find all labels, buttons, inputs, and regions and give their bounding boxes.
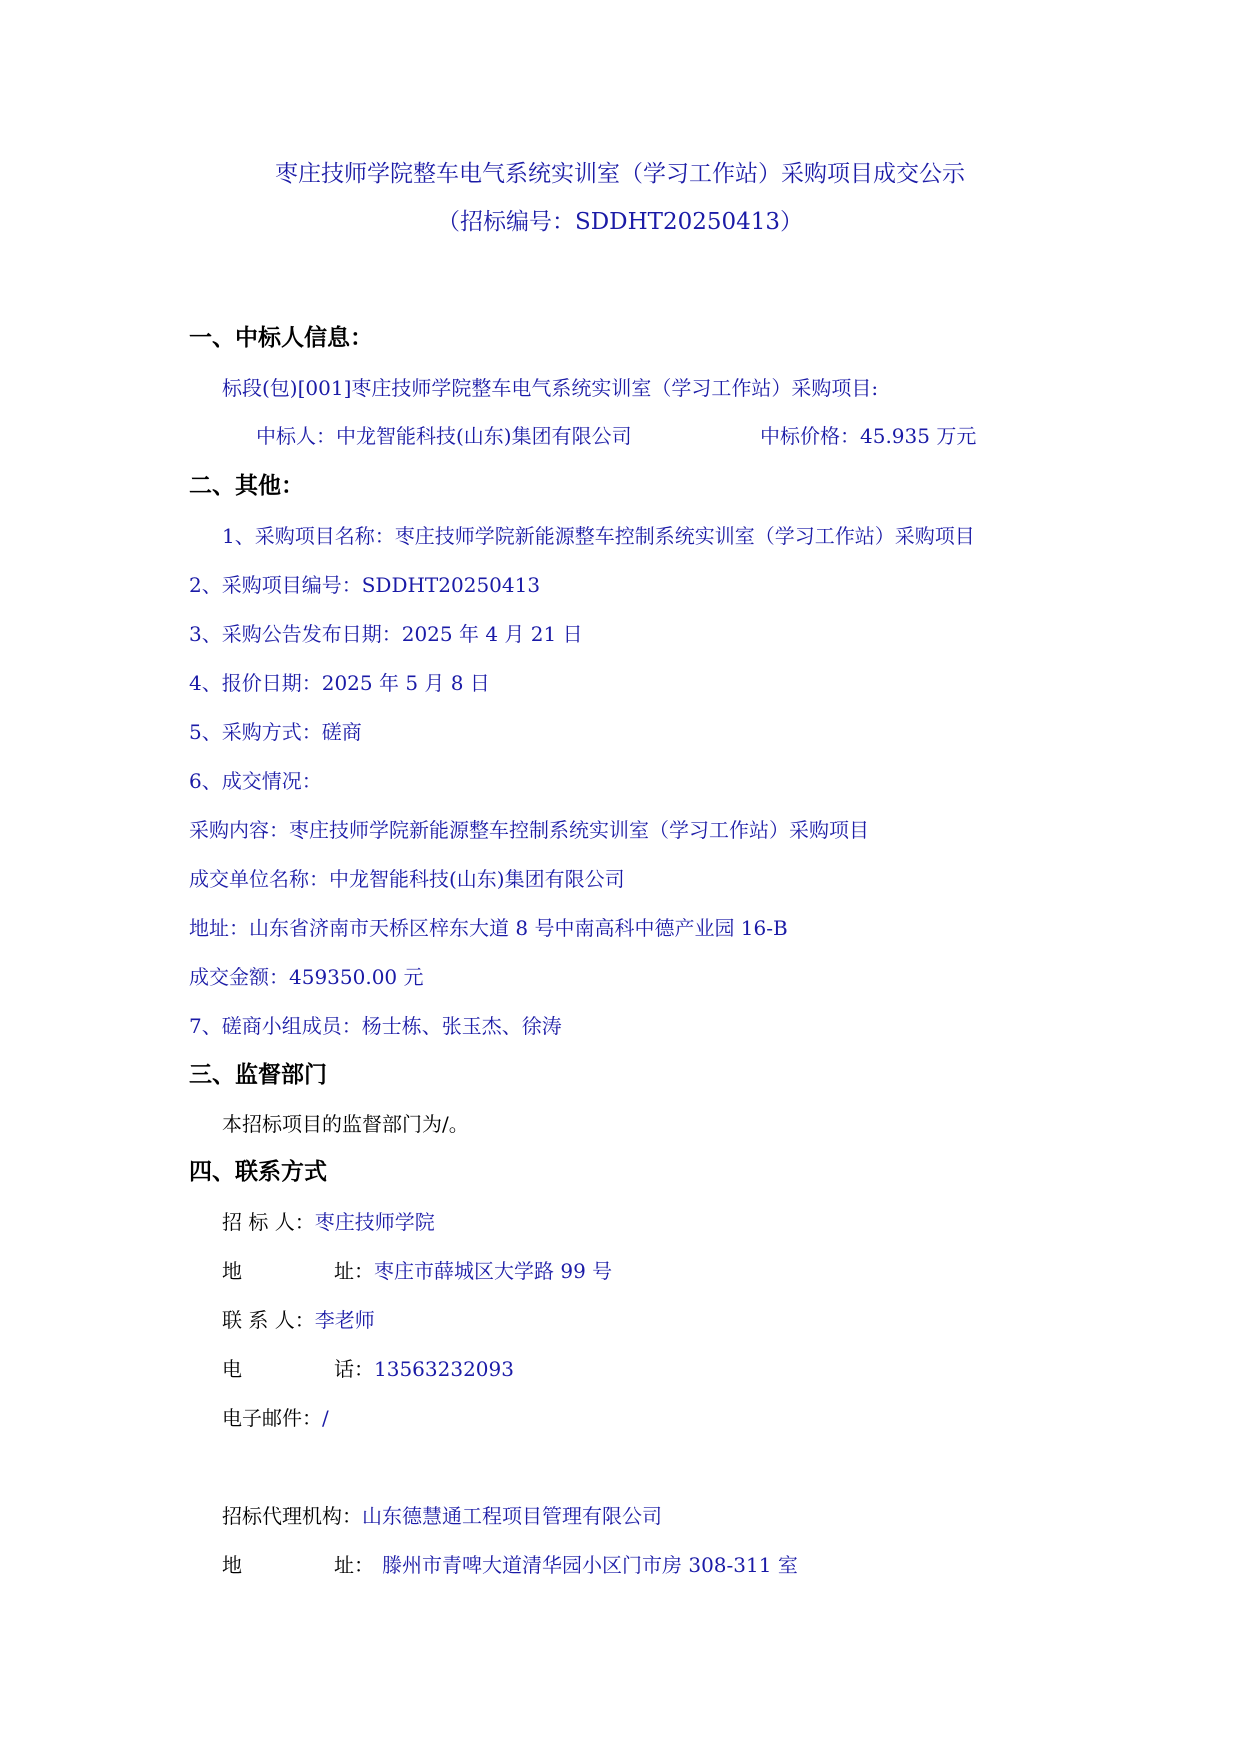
agency-address-label-left: 地 [222,1553,242,1577]
section1-heading: 一、中标人信息： [189,325,373,351]
address-label-left: 地 [222,1259,242,1283]
document-subtitle: （招标编号：SDDHT20250413） [436,209,804,235]
deal-address: 地址：山东省济南市天桥区梓东大道 8 号中南高科中德产业园 16-B [189,916,788,940]
phone-label-right: 话： [334,1357,374,1381]
price-value: 45.935 万元 [860,424,977,448]
email-label: 电子邮件： [222,1406,322,1430]
other-item-1: 1、采购项目名称：枣庄技师学院新能源整车控制系统实训室（学习工作站）采购项目 [222,524,975,548]
supervision-text: 本招标项目的监督部门为/。 [222,1112,469,1136]
email-value: / [322,1406,329,1430]
tenderer-line [222,1208,435,1236]
winner-label: 中标人： [256,424,336,448]
panel-members: 7、磋商小组成员：杨士栋、张玉杰、徐涛 [189,1014,562,1038]
phone-value: 13563232093 [374,1357,514,1381]
tenderer-address-value: 枣庄市薛城区大学路 99 号 [374,1259,613,1283]
document-title: 枣庄技师学院整车电气系统实训室（学习工作站）采购项目成交公示 [275,161,965,187]
agency-address-line [222,1551,798,1579]
other-item-2: 2、采购项目编号：SDDHT20250413 [189,573,541,597]
deal-amount: 成交金额：459350.00 元 [189,965,424,989]
deal-company: 成交单位名称：中龙智能科技(山东)集团有限公司 [189,867,625,891]
other-item-6: 6、成交情况： [189,769,322,793]
other-item-4: 4、报价日期：2025 年 5 月 8 日 [189,671,490,695]
lot-description: 标段(包)[001]枣庄技师学院整车电气系统实训室（学习工作站）采购项目: [222,376,879,400]
agency-line [222,1502,662,1530]
email-line [222,1404,329,1432]
agency-address-label-right: 址： [334,1553,374,1577]
winner-line [256,422,632,450]
contact-label: 联 系 人： [222,1308,315,1332]
agency-address-value: 滕州市青啤大道清华园小区门市房 308-311 室 [382,1553,798,1577]
tenderer-label: 招 标 人： [222,1210,315,1234]
agency-value: 山东德慧通工程项目管理有限公司 [362,1504,662,1528]
address-label-right: 址： [334,1259,374,1283]
winner-value: 中龙智能科技(山东)集团有限公司 [336,424,632,448]
purchase-content: 采购内容：枣庄技师学院新能源整车控制系统实训室（学习工作站）采购项目 [189,818,869,842]
phone-line [222,1355,514,1383]
section4-heading: 四、联系方式 [189,1159,327,1185]
contact-line [222,1306,375,1334]
agency-label: 招标代理机构： [222,1504,362,1528]
section2-heading: 二、其他： [189,473,304,499]
tenderer-value: 枣庄技师学院 [314,1210,435,1234]
price-label: 中标价格： [760,424,860,448]
phone-label-left: 电 [222,1357,242,1381]
section3-heading: 三、监督部门 [189,1062,327,1088]
other-item-3: 3、采购公告发布日期：2025 年 4 月 21 日 [189,622,583,646]
tenderer-address-line [222,1257,612,1285]
other-item-5: 5、采购方式：磋商 [189,720,362,744]
contact-value: 李老师 [314,1308,375,1332]
price-line [760,422,976,450]
